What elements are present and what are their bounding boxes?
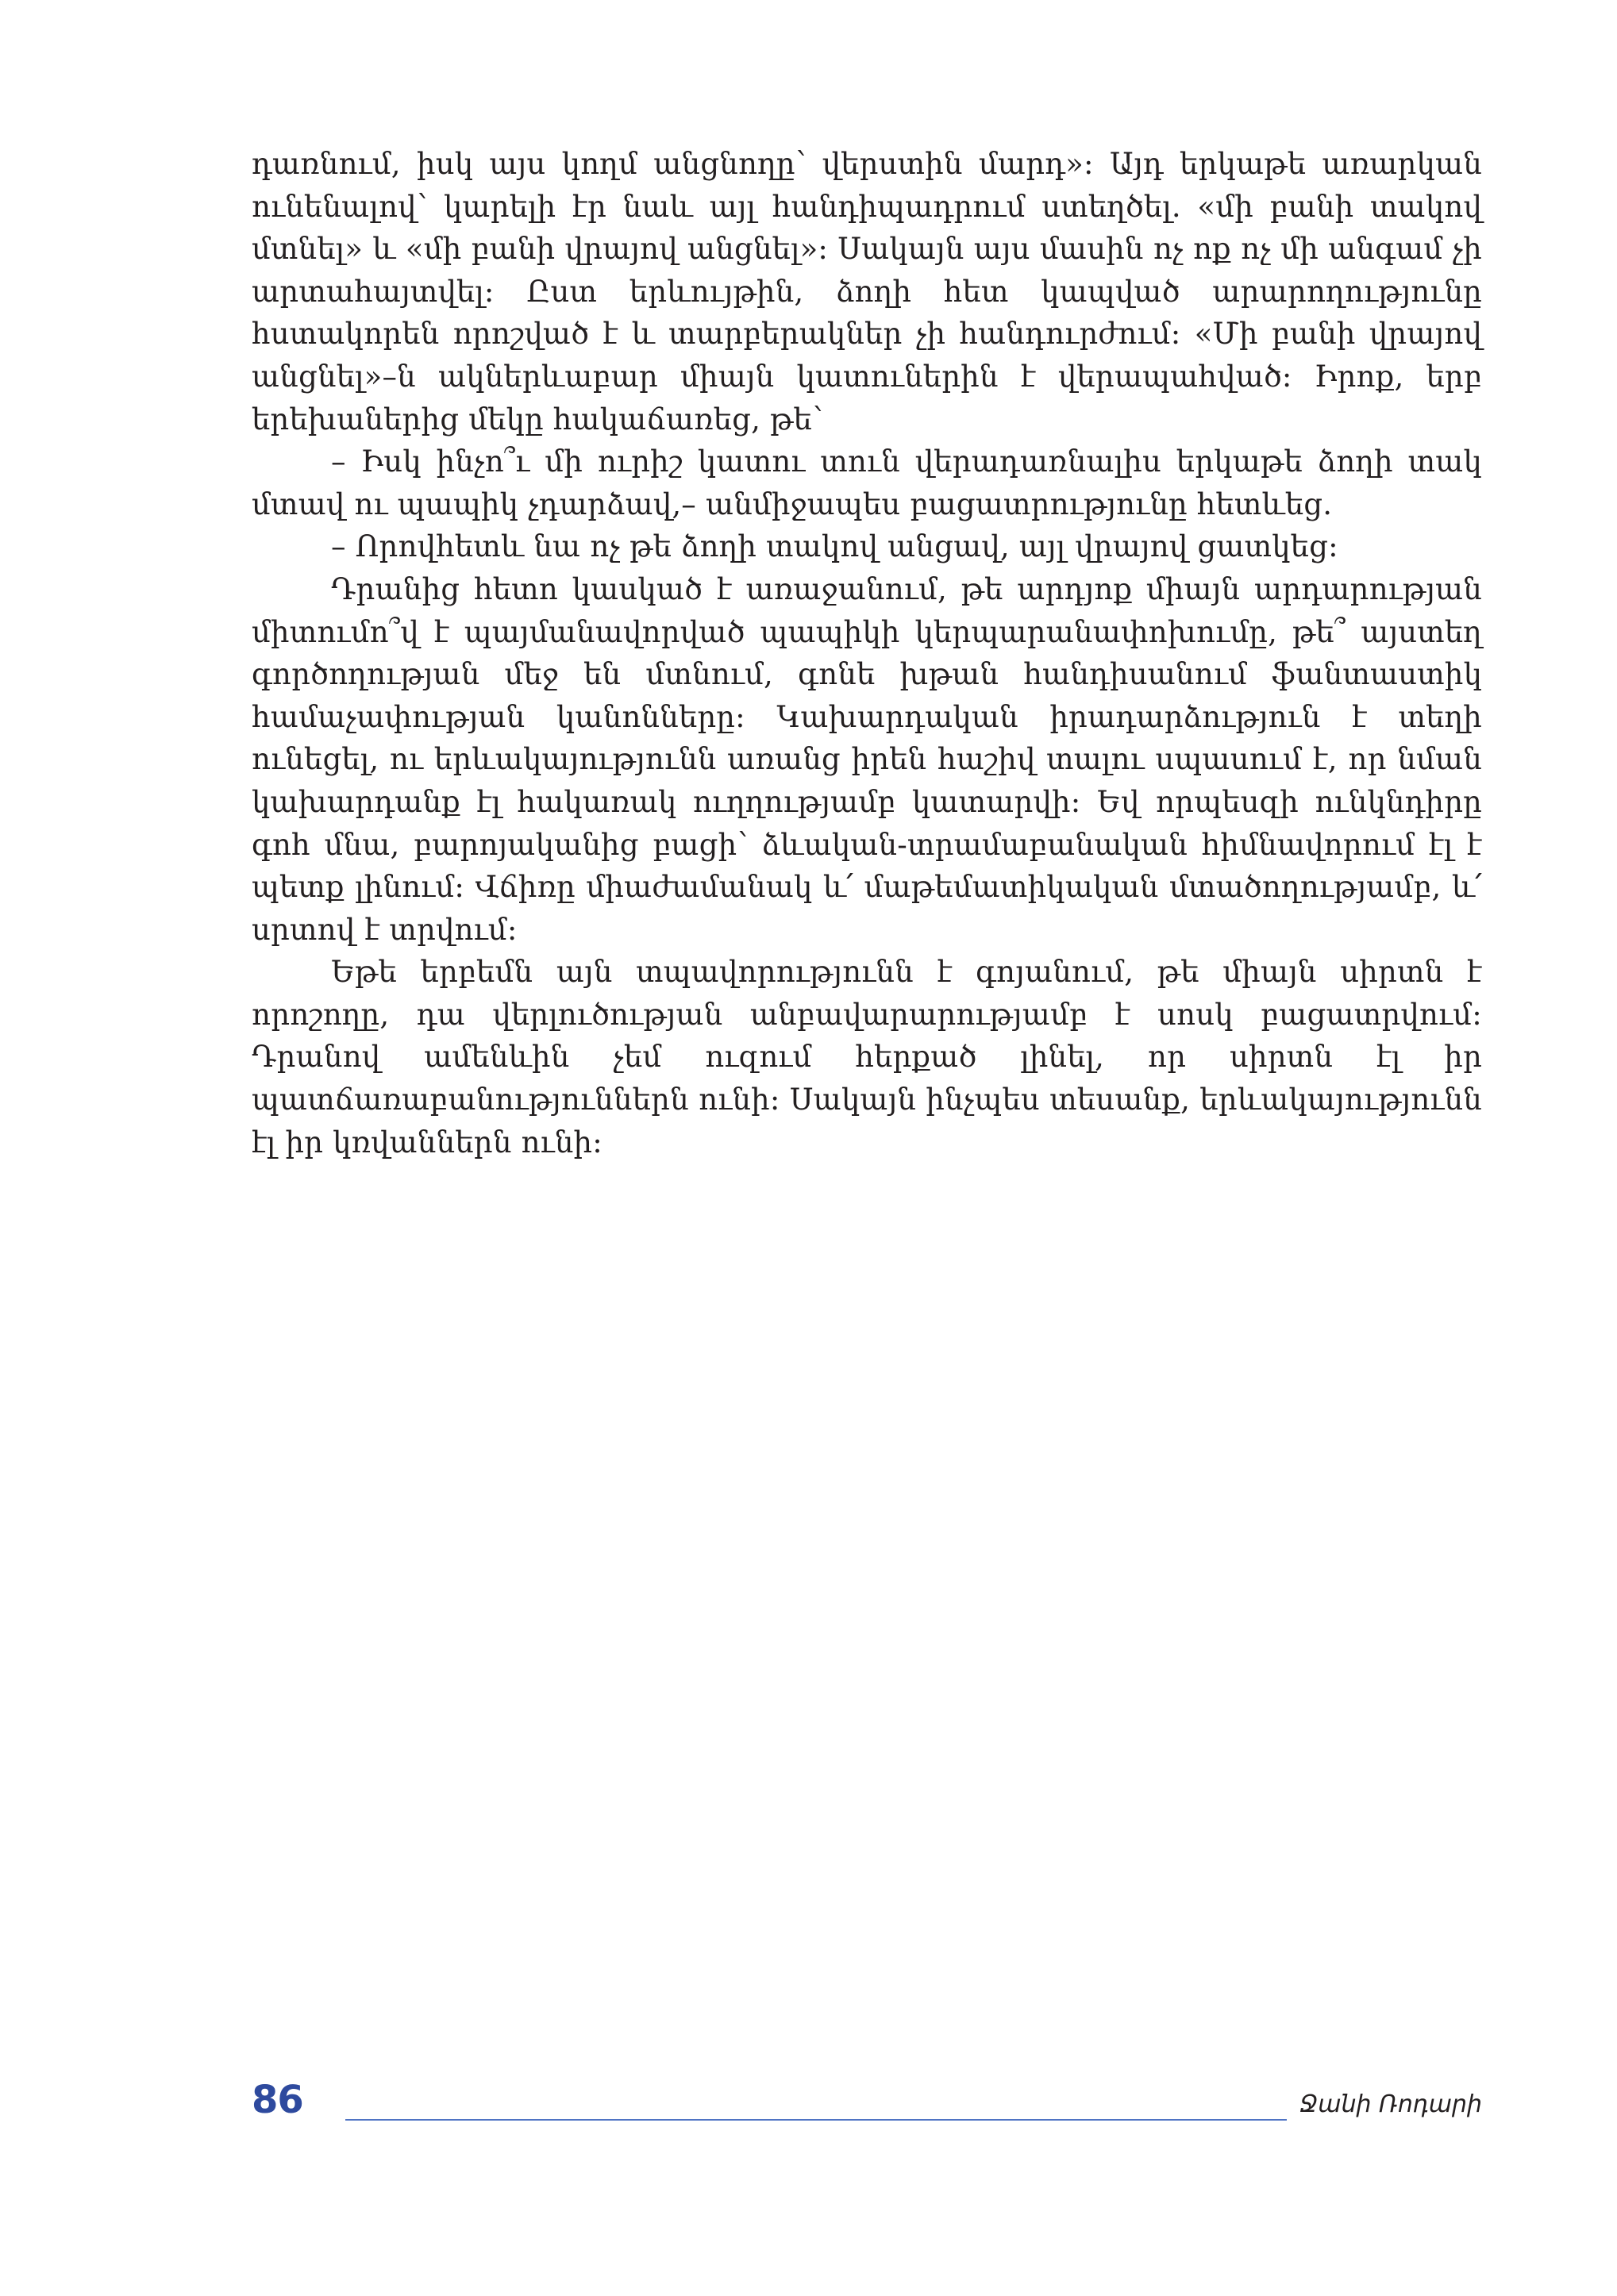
page-number: 86: [252, 2078, 303, 2122]
paragraph-1: դառնում, իսկ այս կողմ անցնողը՝ վերստին մարդ»։ Այդ երկաթե առարկան ունենալով՝ կարելի էր նաև այլ հանդիպադրում ստեղծել. «մի բանի տակով մտնել» և «մի բանի վրայով անցնել»։ Սակայն այս մասին ոչ ոք ոչ մի անգամ չի արտահայտվել։ Ըստ երևույթին, ձողի հետ կապված արարողությունը հստակորեն որոշված է և տարբերակներ չի հանդուրժում։ «Մի բանի վրայով անցնել»–ն ակներևաբար միայն կատուներին է վերապահված։ Իրոք, երբ երեխաներից մեկը հակաճառեց, թե՝: [252, 147, 1482, 437]
paragraph-5: Եթե երբեմն այն տպավորությունն է գոյանում, թե միայն սիրտն է որոշողը, դա վերլուծության անբավարարությամբ է սոսկ բացատրվում։ Դրանով ամենևին չեմ ուզում հերքած լինել, որ սիրտն էլ իր պատճառաբանություններն ունի։ Սակայն ինչպես տեսանք, երևակայությունն էլ իր կռվաններն ունի։: [252, 955, 1482, 1160]
footer-rule: [345, 2119, 1287, 2121]
page-footer: [252, 2078, 1482, 2125]
paragraph-3: – Որովհետև նա ոչ թե ձողի տակով անցավ, այլ վրայով ցատկեց։: [331, 529, 1338, 564]
paragraph-4: Դրանից հետո կասկած է առաջանում, թե արդյոք միայն արդարության միտումո՞վ է պայմանավորված պապիկի կերպարանափոխումը, թե՞ այստեղ գործողության մեջ են մտնում, գոնե խթան հանդիսանում ֆանտաստիկ համաչափության կանոնները։ Կախարդական իրադարձություն է տեղի ունեցել, ու երևակայությունն առանց իրեն հաշիվ տալու սպասում է, որ նման կախարդանք էլ հակառակ ուղղությամբ կատարվի։ Եվ որպեսզի ունկնդիրը գոհ մնա, բարոյականից բացի՝ ձևական-տրամաբանական հիմնավորում էլ է պետք լինում։ Վճիռը միաժամանակ և՛ մաթեմատիկական մտածողությամբ, և՛ սրտով է տրվում։: [252, 571, 1482, 947]
body-text: [252, 143, 1482, 1163]
paragraph-2: – Իսկ ինչո՞ւ մի ուրիշ կատու տուն վերադառնալիս երկաթե ձողի տակ մտավ ու պապիկ չդարձավ,– անմիջապես բացատրությունը հետևեց.: [252, 444, 1482, 521]
running-title: Ջանի Ռոդարի: [1299, 2090, 1482, 2118]
